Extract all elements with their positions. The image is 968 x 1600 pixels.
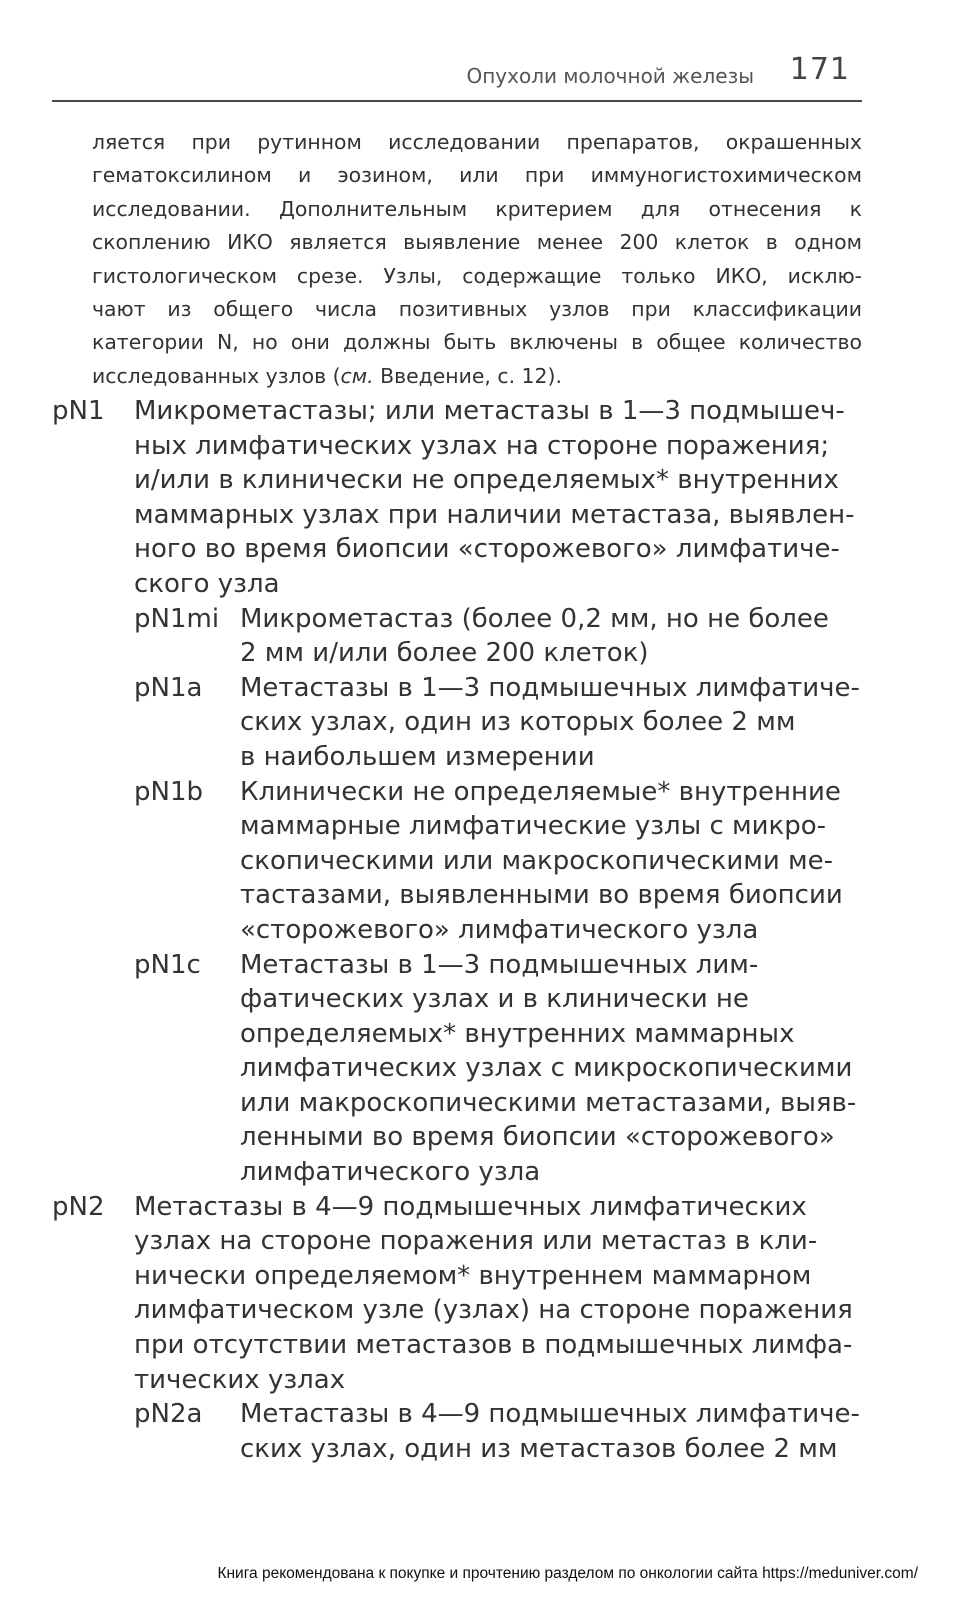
subentry-line: определяемых* внутренних маммарных <box>240 1018 795 1049</box>
subentry-line: лимфатических узлах с микроскопическими <box>240 1053 853 1084</box>
subentry-text <box>240 948 872 1190</box>
subentry-line: 2 мм и/или более 200 клеток) <box>240 638 649 669</box>
entry-code: pN1 <box>52 396 105 426</box>
intro-line-last <box>92 360 862 393</box>
intro-line: ляется при рутинном исследовании препаратов, окрашенных <box>92 130 862 154</box>
entry-pn1 <box>52 394 872 602</box>
subentry-pn1c <box>52 948 872 1190</box>
entry-line: и/или в клинически не определяемых* внутренних <box>134 465 839 496</box>
subentry-line: «сторожевого» лимфатического узла <box>240 914 759 945</box>
entry-code: pN2 <box>52 1191 105 1222</box>
intro-line: исследовании. Дополнительным критерием для отнесения к <box>92 196 862 221</box>
entry-line: Микрометастазы; или метастазы в 1—3 подмышеч- <box>134 396 845 426</box>
entry-line: тических узлах <box>134 1364 346 1395</box>
subentry-line: лимфатического узла <box>240 1157 541 1188</box>
intro-text: Введение, с. 12). <box>373 363 562 388</box>
subentry-line: тастазами, выявленными во время биопсии <box>240 880 843 911</box>
entry-line: узлах на стороне поражения или метастаз в кли- <box>134 1226 818 1257</box>
entry-text <box>134 394 872 602</box>
entry-line: ского узла <box>134 568 280 599</box>
subentry-code: pN1a <box>134 672 203 703</box>
subentry-text <box>240 775 872 948</box>
subentry-code: pN1c <box>134 949 201 980</box>
entry-line: при отсутствии метастазов в подмышечных лимфа- <box>134 1330 853 1361</box>
entry-text <box>134 1190 872 1398</box>
subentry-line: ленными во время биопсии «сторожевого» <box>240 1122 835 1153</box>
entry-line: ных лимфатических узлах на стороне поражения; <box>134 430 830 461</box>
running-title: Опухоли молочной железы <box>466 64 754 88</box>
subentry-pn1b <box>52 775 872 948</box>
subentry-pn1a <box>52 671 872 775</box>
intro-line: чают из общего числа позитивных узлов при классификации <box>92 297 862 322</box>
subentry-line: ских узлах, один из которых более 2 мм <box>240 707 796 738</box>
subentry-line: маммарные лимфатические узлы с микро- <box>240 811 827 842</box>
intro-line: категории N, но они должны быть включены в общее количество <box>92 330 862 355</box>
subentry-code: pN1mi <box>134 603 220 634</box>
entry-line: ного во время биопсии «сторожевого» лимфатиче- <box>134 534 840 565</box>
entry-line: Метастазы в 4—9 подмышечных лимфатических <box>134 1191 807 1222</box>
entry-line: лимфатическом узле (узлах) на стороне поражения <box>134 1295 853 1326</box>
intro-line: скоплению ИКО является выявление менее 200 клеток в одном <box>92 230 862 255</box>
intro-paragraph <box>92 126 862 393</box>
subentry-line: фатических узлах и в клинически не <box>240 984 749 1015</box>
subentry-text <box>240 671 872 775</box>
subentry-line: Клинически не определяемые* внутренние <box>240 776 841 807</box>
subentry-text <box>240 1397 872 1466</box>
subentry-code: pN2a <box>134 1399 203 1430</box>
subentry-pn1mi <box>52 602 872 671</box>
page-header <box>52 46 862 102</box>
entry-line: маммарных узлах при наличии метастаза, выявлен- <box>134 499 855 530</box>
intro-line: гистологическом срезе. Узлы, содержащие только ИКО, исклю- <box>92 263 862 288</box>
entry-pn2 <box>52 1190 872 1398</box>
subentry-line: в наибольшем измерении <box>240 741 595 772</box>
intro-line: гематоксилином и эозином, или при иммуногистохимическом <box>92 163 862 188</box>
classification-list <box>52 394 872 1466</box>
subentry-line: или макроскопическими метастазами, выяв- <box>240 1087 857 1118</box>
subentry-line: Метастазы в 4—9 подмышечных лимфатиче- <box>240 1399 860 1430</box>
page-number: 171 <box>789 52 850 87</box>
entry-line: нически определяемом* внутреннем маммарном <box>134 1260 812 1291</box>
subentry-line: Метастазы в 1—3 подмышечных лимфатиче- <box>240 672 860 703</box>
subentry-text <box>240 602 872 671</box>
intro-italic: см. <box>340 363 374 388</box>
intro-text: исследованных узлов ( <box>92 363 341 388</box>
subentry-line: ских узлах, один из метастазов более 2 мм <box>240 1433 838 1464</box>
subentry-code: pN1b <box>134 776 203 807</box>
subentry-line: Метастазы в 1—3 подмышечных лим- <box>240 949 759 980</box>
subentry-line: скопическими или макроскопическими ме- <box>240 845 833 876</box>
subentry-line: Микрометастаз (более 0,2 мм, но не более <box>240 603 829 634</box>
subentry-pn2a <box>52 1397 872 1466</box>
footer-notice: Книга рекомендована к покупке и прочтению разделом по онкологии сайта https://meduniver.com/ <box>217 1565 918 1582</box>
